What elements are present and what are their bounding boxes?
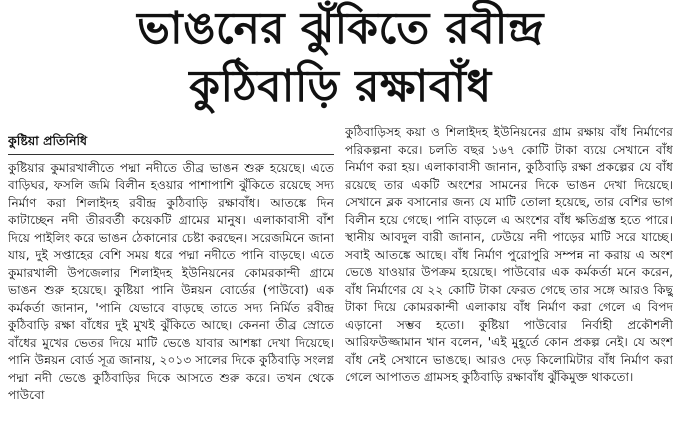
right-column bbox=[345, 124, 673, 423]
headline-line-1: ভাঙনের ঝুঁকিতে রবীন্দ্র bbox=[137, 3, 544, 54]
headline bbox=[0, 0, 681, 118]
byline: কুষ্টিয়া প্রতিনিধি bbox=[8, 133, 88, 148]
left-column-text: কুষ্টিয়ার কুমারখালীতে পদ্মা নদীতে তীব্র ভাঙন শুরু হয়েছে। এতে বাড়িঘর, ফসলি জমি বিলীন হওয়ার পাশাপাশি ঝুঁকিতে রয়েছে সদ্য নির্মাণ করা শিলাইদহ রবীন্দ্র কুঠিবাড়ি রক্ষাবাঁধ। আতঙ্কে দিন কাটাচ্ছেন নদী তীরবর্তী কয়েকটি গ্রামের মানুষ। এলাকাবাসী বাঁশ দিয়ে পাইলিং করে ভাঙন ঠেকানোর চেষ্টা করছেন। সরেজমিনে জানা যায়, দুই সপ্তাহের বেশি সময় ধরে পদ্মা নদীতে পানি বাড়ছে। এতে কুমারখালী উপজেলার শিলাইদহ ইউনিয়নের কোমরকান্দী গ্রামে ভাঙন শুরু হয়েছে। কুষ্টিয়া পানি উন্নয়ন বোর্ডের (পাউবো) এক কর্মকর্তা জানান, 'পানি যেভাবে বাড়ছে তাতে সদ্য নির্মিত রবীন্দ্র কুঠিবাড়ি রক্ষা বাঁধের দুই মুখই ঝুঁকিতে আছে। কেননা তীব্র স্রোতে বাঁধের মুখের ভেতর দিয়ে মাটি ভেঙে যাবার আশঙ্কা দেখা দিয়েছে। পানি উন্নয়ন বোর্ড সূত্র জানায়, ২০১৩ সালের দিকে কুঠিবাড়ি সংলগ্ন পদ্মা নদী ভেঙে কুঠিবাড়ির দিকে আসতে শুরু করে। তখন থেকে পাউবো bbox=[8, 160, 334, 402]
headline-line-2: কুঠিবাড়ি রক্ষাবাঁধ bbox=[189, 61, 492, 112]
left-column bbox=[8, 124, 334, 423]
right-column-text: কুঠিবাড়িসহ কয়া ও শিলাইদহ ইউনিয়নের গ্রাম রক্ষায় বাঁধ নির্মাণের পরিকল্পনা করে। চলতি বছর ১৬৭ কোটি টাকা ব্যয়ে সেখানে বাঁধ নির্মাণ করা হয়। এলাকাবাসী জানান, কুঠিবাড়ি রক্ষা প্রকল্পের যে বাঁধ রয়েছে তার একটি অংশের সামনের দিকে ভাঙন দেখা দিয়েছে। সেখানে ব্লক বসানোর জন্য যে মাটি তোলা হয়েছে, তার বেশির ভাগ বিলীন হয়ে গেছে। পানি বাড়লে এ অংশের বাঁধ ক্ষতিগ্রস্ত হতে পারে। স্থানীয় আবদুল বারী জানান, ঢেউয়ে নদী পাড়ের মাটি সরে যাচ্ছে। সবাই আতঙ্কে আছে। বাঁধ নির্মাণ পুরোপুরি সম্পন্ন না করায় এ অংশ ভেঙে যাওয়ার উপক্রম হয়েছে। পাউবোর এক কর্মকর্তা মনে করেন, বাঁধ নির্মাণের যে ২২ কোটি টাকা ফেরত গেছে তার সঙ্গে আরও কিছু টাকা দিয়ে কোমরকান্দী এলাকায় বাঁধ নির্মাণ করা গেলে এ বিপদ এড়ানো সম্ভব হতো। কুষ্টিয়া পাউবোর নির্বাহী প্রকৌশলী আরিফউজ্জামান খান বলেন, 'এই মুহূর্তে কোন প্রকল্প নেই। যে অংশ বাঁধ নেই সেখানে ভাঙছে। আরও দেড় কিলোমিটার বাঁধ নির্মাণ করা গেলে আপাতত গ্রামসহ কুঠিবাড়ি রক্ষাবাঁধ ঝুঁকিমুক্ত থাকতো। bbox=[345, 125, 673, 384]
byline-divider bbox=[8, 154, 334, 155]
